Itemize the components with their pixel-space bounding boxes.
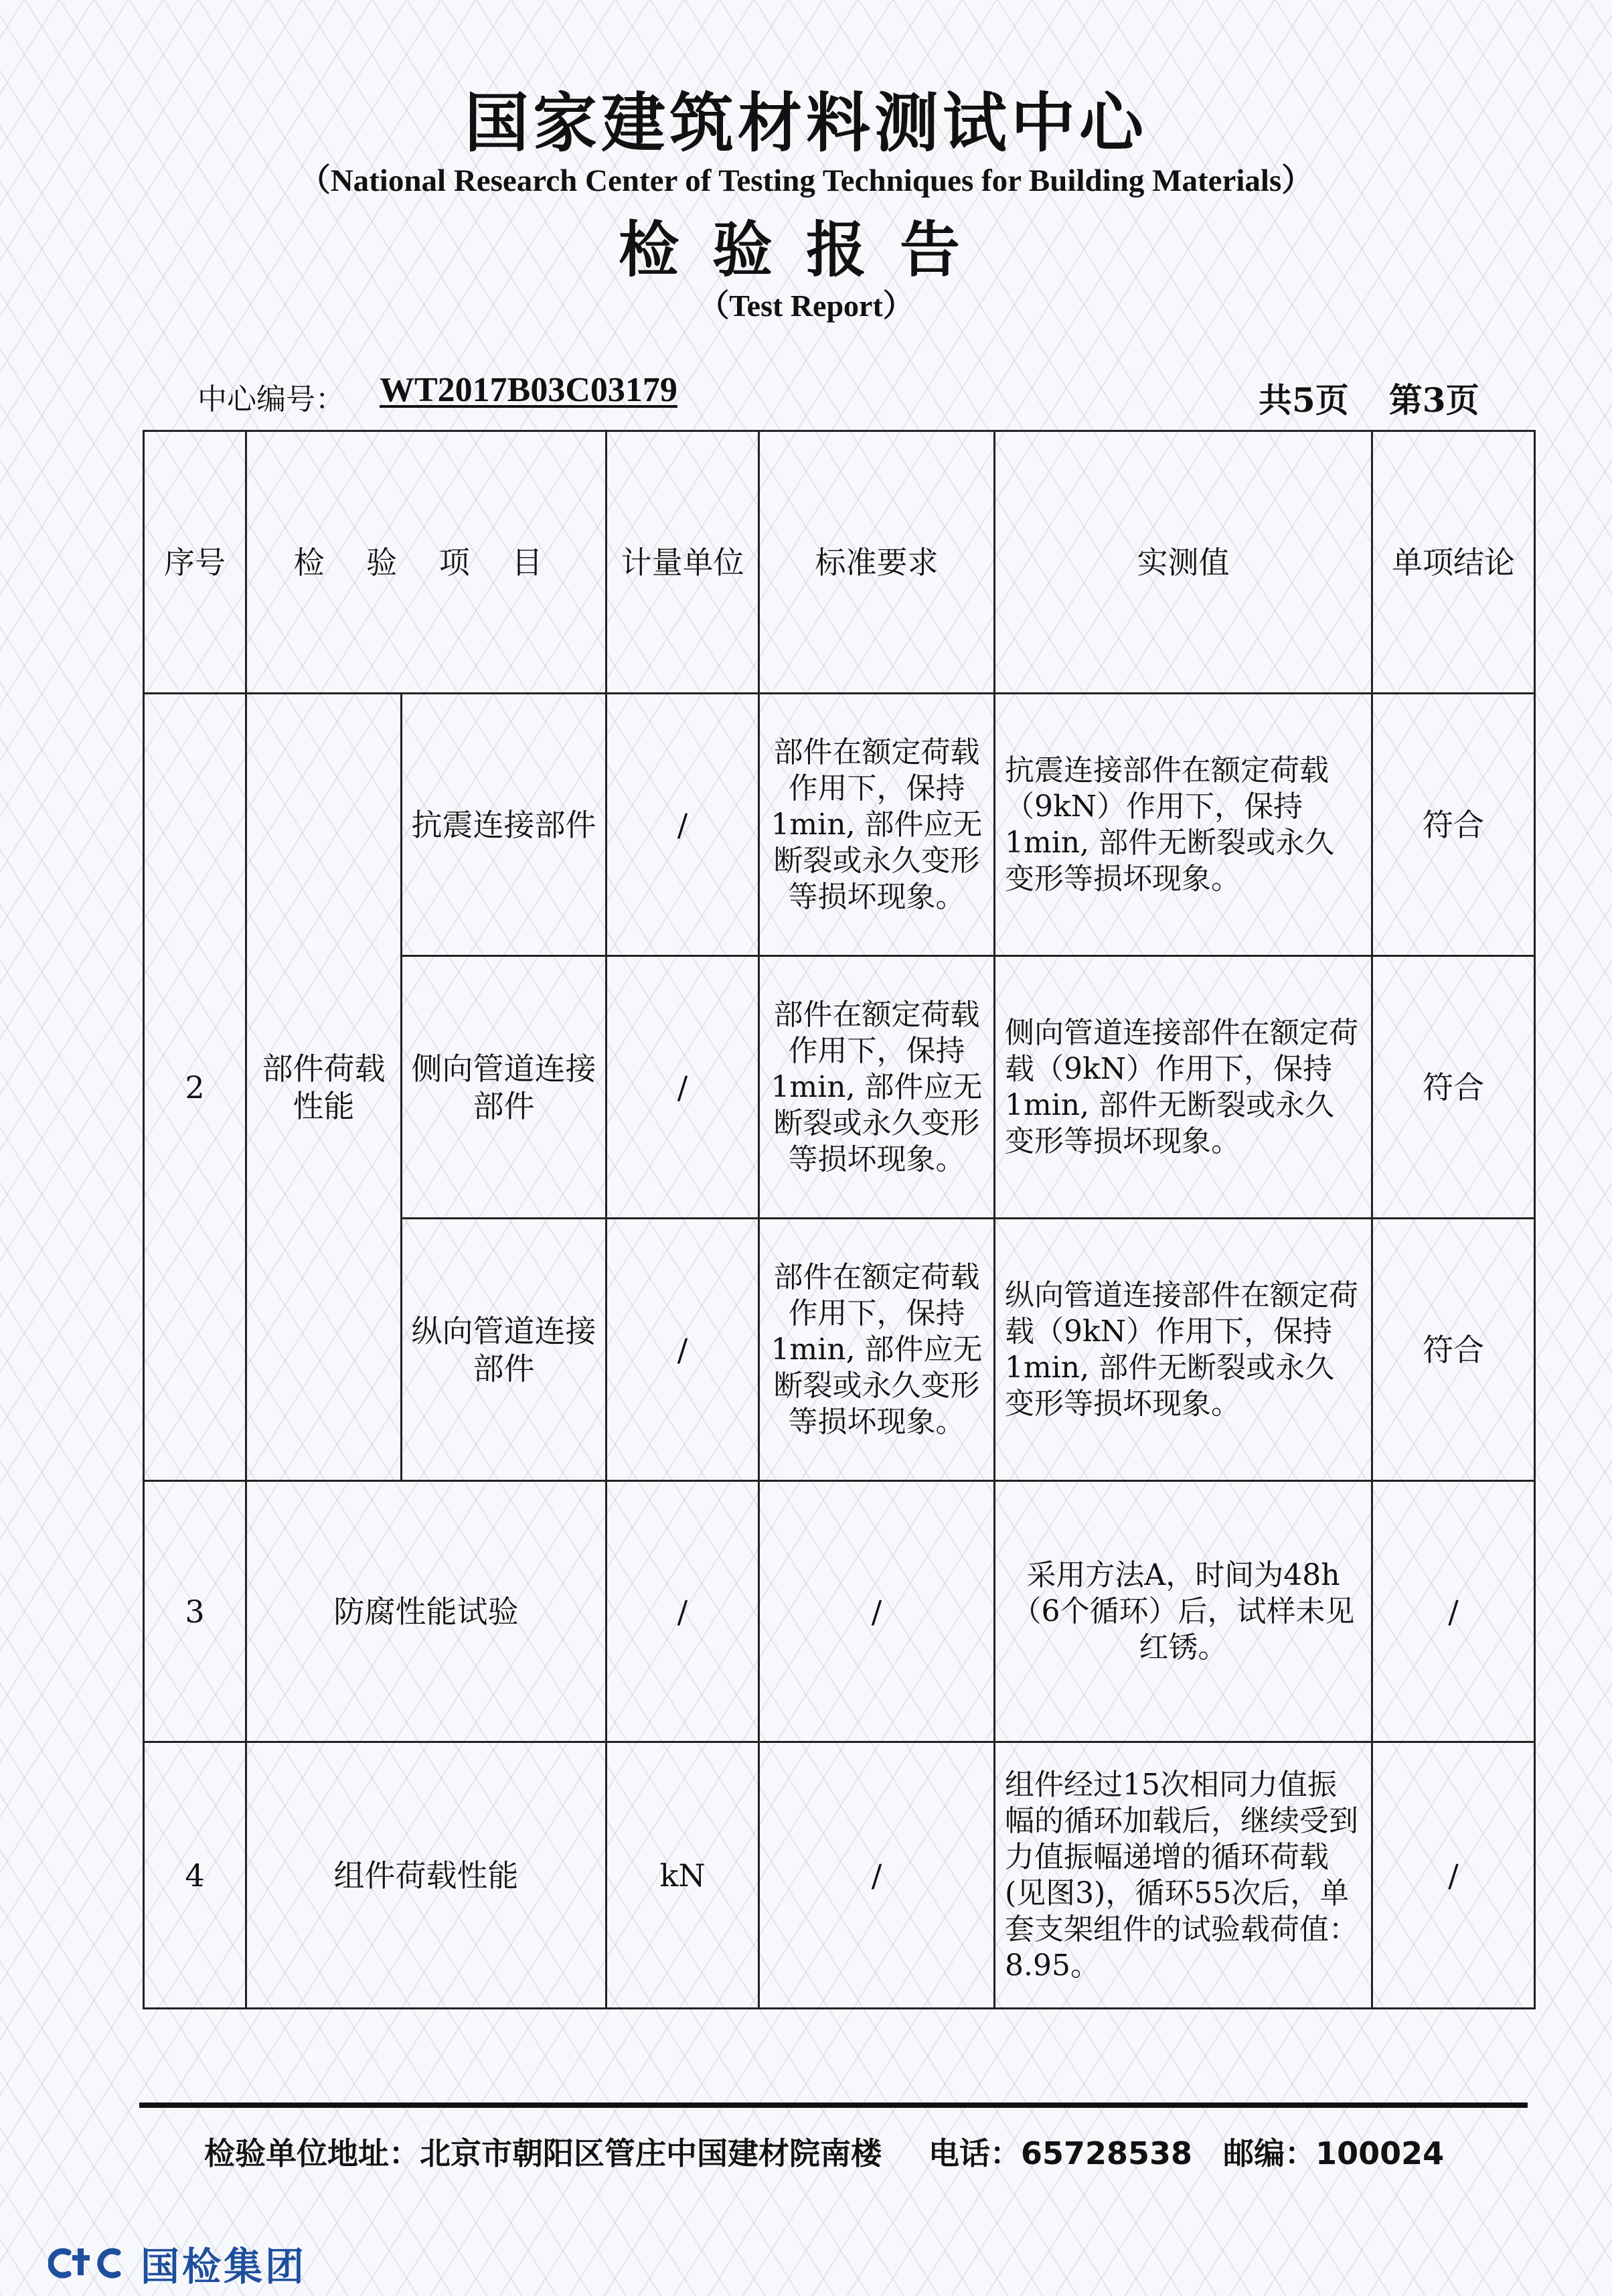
table-row [144, 694, 1535, 956]
inspection-table [143, 430, 1536, 2009]
row3-conclusion: / [1372, 1481, 1535, 1742]
row4-seq: 4 [144, 1742, 246, 2009]
row2-seq: 2 [144, 694, 246, 1481]
row2-sub1-requirement: 部件在额定荷载作用下，保持1min, 部件应无断裂或永久变形等损坏现象。 [759, 694, 995, 956]
ctc-logo [48, 2236, 307, 2290]
page-indicator [1259, 374, 1479, 422]
row3-measured: 采用方法A，时间为48h（6个循环）后，试样未见红锈。 [995, 1481, 1372, 1742]
row2-sub2-conclusion: 符合 [1372, 956, 1535, 1219]
row3-seq: 3 [144, 1481, 246, 1742]
row2-sub1-conclusion: 符合 [1372, 694, 1535, 956]
row4-item: 组件荷载性能 [246, 1742, 607, 2009]
row2-sub3-unit: / [607, 1219, 759, 1481]
footer-contact [204, 2129, 1444, 2173]
footer-address: 检验单位地址：北京市朝阳区管庄中国建材院南楼 [204, 2135, 882, 2171]
org-title-cn: 国家建筑材料测试中心 [465, 85, 1147, 161]
row4-unit: kN [607, 1742, 759, 2009]
report-title-cn: 检验报告 [619, 214, 993, 285]
footer-divider [139, 2102, 1528, 2108]
header-conclusion: 单项结论 [1372, 431, 1535, 694]
row2-sub3-measured: 纵向管道连接部件在额定荷载（9kN）作用下，保持1min, 部件无断裂或永久变形等损坏现象。 [995, 1219, 1372, 1481]
row2-sub3-name: 纵向管道连接部件 [402, 1219, 607, 1481]
header-seq: 序号 [144, 431, 246, 694]
row4-measured: 组件经过15次相同力值振幅的循环加载后，继续受到力值振幅递增的循环荷载(见图3)，循环55次后，单套支架组件的试验载荷值：8.95。 [995, 1742, 1372, 2009]
ctc-logo-icon [48, 2243, 129, 2283]
current-page: 第3页 [1388, 380, 1479, 420]
row4-conclusion: / [1372, 1742, 1535, 2009]
row4-requirement: / [759, 1742, 995, 2009]
row3-unit: / [607, 1481, 759, 1742]
table-row [144, 1742, 1535, 2009]
row2-group: 部件荷载性能 [246, 694, 402, 1481]
row2-sub2-requirement: 部件在额定荷载作用下，保持1min, 部件应无断裂或永久变形等损坏现象。 [759, 956, 995, 1219]
header-measured: 实测值 [995, 431, 1372, 694]
header-item: 检 验 项 目 [246, 431, 607, 694]
table-header-row [144, 431, 1535, 694]
header-unit: 计量单位 [607, 431, 759, 694]
center-number: WT2017B03C03179 [380, 371, 677, 409]
row3-requirement: / [759, 1481, 995, 1742]
table-row [144, 1481, 1535, 1742]
ctc-logo-text: 国检集团 [141, 2244, 307, 2289]
footer-phone: 电话：65728538 [929, 2135, 1193, 2171]
row2-sub3-conclusion: 符合 [1372, 1219, 1535, 1481]
row2-sub2-name: 侧向管道连接部件 [402, 956, 607, 1219]
footer-postcode: 邮编：100024 [1223, 2135, 1445, 2171]
report-title-en: （Test Report） [698, 289, 914, 323]
row2-sub1-name: 抗震连接部件 [402, 694, 607, 956]
row2-sub2-measured: 侧向管道连接部件在额定荷载（9kN）作用下，保持1min, 部件无断裂或永久变形等损坏现象。 [995, 956, 1372, 1219]
center-number-label: 中心编号： [197, 382, 345, 416]
org-title-en: （National Research Center of Testing Techniques for Building Materials） [299, 163, 1313, 198]
row3-item: 防腐性能试验 [246, 1481, 607, 1742]
total-pages: 共5页 [1259, 380, 1349, 420]
row2-sub1-measured: 抗震连接部件在额定荷载（9kN）作用下，保持1min, 部件无断裂或永久变形等损坏现象。 [995, 694, 1372, 956]
row2-sub3-requirement: 部件在额定荷载作用下，保持1min, 部件应无断裂或永久变形等损坏现象。 [759, 1219, 995, 1481]
header-requirement: 标准要求 [759, 431, 995, 694]
row2-sub1-unit: / [607, 694, 759, 956]
row2-sub2-unit: / [607, 956, 759, 1219]
